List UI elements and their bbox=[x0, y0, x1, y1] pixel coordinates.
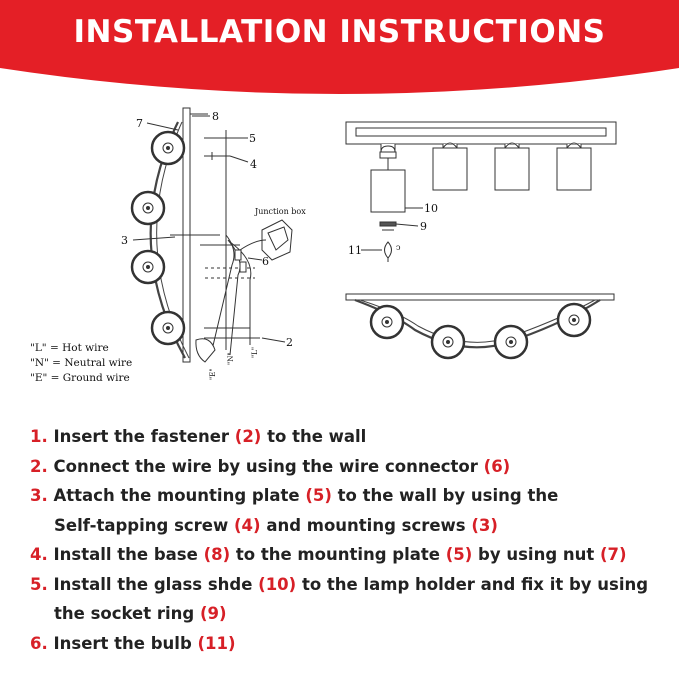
side-view-diagram bbox=[132, 108, 292, 362]
callout-5: 5 bbox=[249, 132, 256, 145]
callout-2: 2 bbox=[286, 336, 293, 349]
legend-ground-wire: "E" = Ground wire bbox=[30, 372, 130, 384]
step-6: 6. Insert the bulb (11) bbox=[30, 633, 236, 653]
svg-text:ↄ: ↄ bbox=[396, 243, 401, 252]
step-5-continuation: the socket ring (9) bbox=[54, 604, 227, 623]
lamp-disc bbox=[152, 312, 184, 344]
callout-7: 7 bbox=[136, 117, 143, 130]
callout-10: 10 bbox=[424, 202, 438, 215]
junction-box bbox=[240, 220, 292, 260]
junction-box-label: Junction box bbox=[255, 207, 306, 216]
wire-tag-n: "N" bbox=[227, 352, 235, 365]
installation-diagram bbox=[0, 100, 679, 400]
callout-3: 3 bbox=[121, 234, 128, 247]
legend-neutral-wire: "N" = Neutral wire bbox=[30, 357, 133, 369]
wire-tag-l: "L" bbox=[251, 346, 259, 358]
lamp-disc bbox=[371, 306, 403, 338]
front-view-diagram bbox=[346, 122, 616, 262]
step-2: 2. Connect the wire by using the wire connector (6) bbox=[30, 456, 511, 476]
callout-6: 6 bbox=[262, 255, 269, 268]
lamp-disc bbox=[132, 251, 164, 283]
top-view-diagram bbox=[346, 294, 614, 358]
step-3: 3. Attach the mounting plate (5) to the wall by using the bbox=[30, 486, 559, 505]
instruction-steps bbox=[30, 422, 670, 658]
callout-4: 4 bbox=[250, 158, 257, 171]
callout-9: 9 bbox=[420, 220, 427, 233]
step-3-continuation: Self-tapping screw (4) and mounting screws (3) bbox=[54, 515, 498, 535]
step-5: 5. Install the glass shde (10) to the lamp holder and fix it by using bbox=[30, 574, 649, 594]
callout-11: 11 bbox=[348, 244, 362, 257]
callout-8: 8 bbox=[212, 110, 219, 123]
legend-hot-wire: "L" = Hot wire bbox=[30, 342, 109, 354]
page-title: INSTALLATION INSTRUCTIONS bbox=[73, 14, 606, 50]
wire-tag-e: "E" bbox=[209, 368, 217, 380]
step-1: 1. Insert the fastener (2) to the wall bbox=[30, 427, 367, 446]
lamp-disc bbox=[132, 192, 164, 224]
lamp-disc bbox=[495, 326, 527, 358]
lamp-disc bbox=[432, 326, 464, 358]
lamp-disc bbox=[558, 304, 590, 336]
step-4: 4. Install the base (8) to the mounting plate (5) by using nut (7) bbox=[30, 545, 627, 564]
lamp-disc bbox=[152, 132, 184, 164]
